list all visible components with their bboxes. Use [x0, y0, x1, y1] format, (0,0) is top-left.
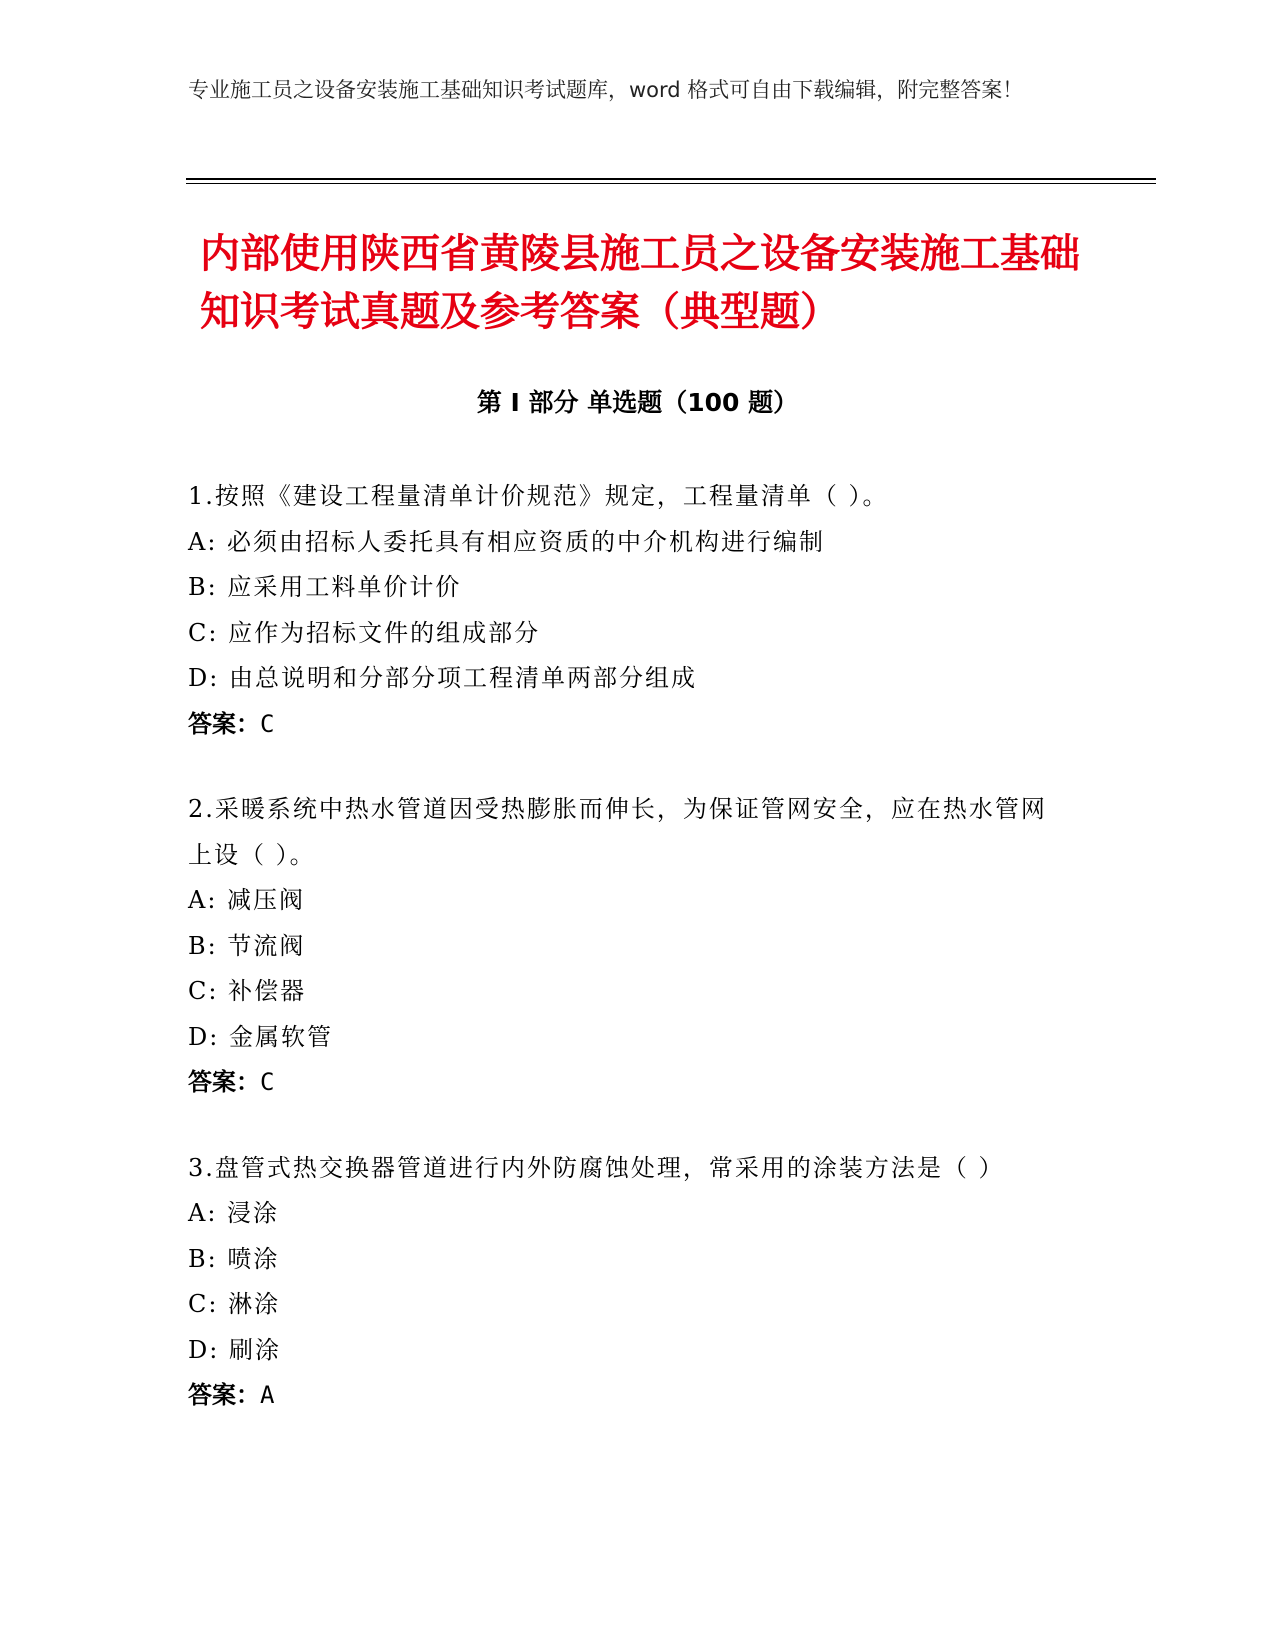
section-title: 第 I 部分 单选题（100 题） [476, 388, 799, 417]
question-1 [188, 474, 1068, 747]
answer-value: C [260, 709, 275, 738]
answer-label: 答案： [188, 1381, 260, 1409]
option-d: D: 由总说明和分部分项工程清单两部分组成 [188, 664, 697, 692]
question-list [188, 474, 1068, 1459]
option-a: A: 浸涂 [188, 1199, 280, 1227]
header-rule-thin [186, 183, 1156, 184]
answer-label: 答案： [188, 1068, 260, 1096]
option-a: A: 减压阀 [188, 886, 306, 914]
document-title: 内部使用陕西省黄陵县施工员之设备安装施工基础知识考试真题及参考答案（典型题） [200, 231, 1080, 335]
question-stem: 3.盘管式热交换器管道进行内外防腐蚀处理，常采用的涂装方法是（ ） [188, 1153, 1005, 1182]
option-b: B: 节流阀 [188, 931, 306, 960]
answer-line [188, 1373, 1068, 1419]
answer-value: A [260, 1381, 275, 1409]
question-stem: 2.采暖系统中热水管道因受热膨胀而伸长，为保证管网安全，应在热水管网上设（ ）。 [188, 795, 1047, 869]
option-c: C: 淋涂 [188, 1290, 281, 1318]
option-a: A: 必须由招标人委托具有相应资质的中介机构进行编制 [188, 527, 826, 556]
question-2 [188, 787, 1068, 1106]
answer-value: C [260, 1068, 275, 1096]
answer-label: 答案： [188, 709, 260, 738]
option-b: B: 应采用工料单价计价 [188, 573, 462, 601]
option-b: B: 喷涂 [188, 1244, 280, 1273]
option-c: C: 应作为招标文件的组成部分 [188, 618, 541, 647]
option-d: D: 刷涂 [188, 1335, 281, 1364]
question-3 [188, 1146, 1068, 1419]
header-rule-thick [186, 178, 1156, 180]
question-stem: 1.按照《建设工程量清单计价规范》规定，工程量清单（ ）。 [188, 482, 889, 510]
answer-line [188, 1060, 1068, 1106]
header-note: 专业施工员之设备安装施工基础知识考试题库，word 格式可自由下载编辑，附完整答案！ [188, 78, 1024, 102]
option-c: C: 补偿器 [188, 977, 307, 1005]
option-d: D: 金属软管 [188, 1022, 333, 1051]
answer-line [188, 702, 1068, 748]
